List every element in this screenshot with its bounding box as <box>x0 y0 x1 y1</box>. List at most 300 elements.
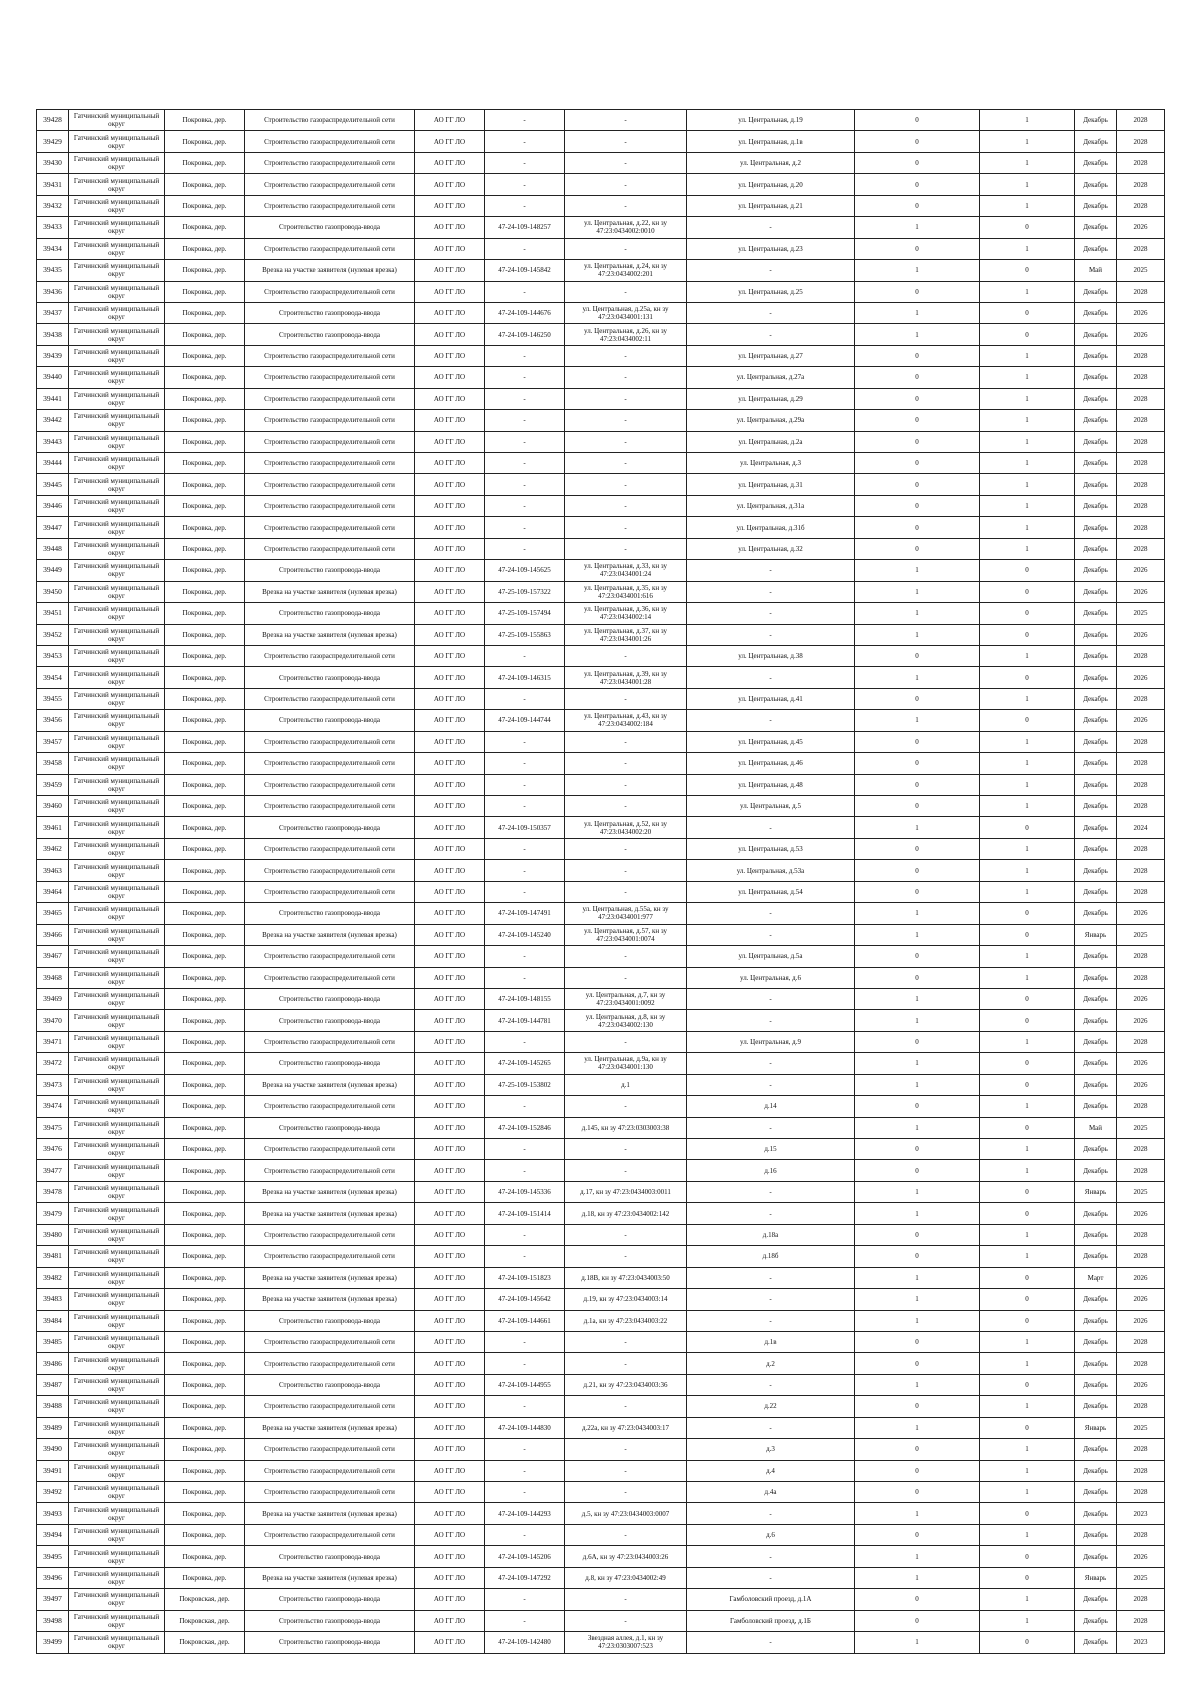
settlement-cell: Покровка, дер. <box>165 1010 245 1031</box>
row-number: 39475 <box>37 1117 69 1138</box>
quantity-planned-cell: 0 <box>980 1289 1075 1310</box>
quantity-connected-cell: 0 <box>855 1524 980 1545</box>
organization-cell: АО ГГ ЛО <box>415 1524 485 1545</box>
month-cell: Декабрь <box>1075 1224 1117 1245</box>
settlement-cell: Покровка, дер. <box>165 1031 245 1052</box>
organization-cell: АО ГГ ЛО <box>415 152 485 173</box>
settlement-cell: Покровка, дер. <box>165 1396 245 1417</box>
quantity-connected-cell: 1 <box>855 1117 980 1138</box>
work-type-cell: Строительство газораспределительной сети <box>245 195 415 216</box>
work-type-cell: Строительство газопровода-ввода <box>245 1010 415 1031</box>
month-cell: Декабрь <box>1075 645 1117 666</box>
month-cell: Январь <box>1075 1417 1117 1438</box>
contract-number-cell: - <box>485 1096 565 1117</box>
address-cell: - <box>687 260 855 281</box>
quantity-connected-cell: 1 <box>855 302 980 323</box>
work-type-cell: Строительство газопровода-ввода <box>245 1310 415 1331</box>
cadastral-plot-cell: - <box>565 538 687 559</box>
year-cell: 2028 <box>1117 538 1165 559</box>
organization-cell: АО ГГ ЛО <box>415 195 485 216</box>
year-cell: 2028 <box>1117 1460 1165 1481</box>
organization-cell: АО ГГ ЛО <box>415 517 485 538</box>
work-type-cell: Строительство газораспределительной сети <box>245 1439 415 1460</box>
year-cell: 2026 <box>1117 988 1165 1009</box>
work-type-cell: Строительство газораспределительной сети <box>245 645 415 666</box>
row-number: 39490 <box>37 1439 69 1460</box>
cadastral-plot-cell: ул. Центральная, д.52, кн зу 47:23:0434002:20 <box>565 817 687 838</box>
cadastral-plot-cell: - <box>565 281 687 302</box>
address-cell: ул. Центральная, д.1в <box>687 131 855 152</box>
settlement-cell: Покровка, дер. <box>165 731 245 752</box>
cadastral-plot-cell: - <box>565 1353 687 1374</box>
document-page <box>36 109 1164 1654</box>
table-row <box>37 796 1165 817</box>
contract-number-cell: 47-24-109-146315 <box>485 667 565 688</box>
work-type-cell: Строительство газораспределительной сети <box>245 1353 415 1374</box>
table-row <box>37 345 1165 366</box>
address-cell: - <box>687 903 855 924</box>
work-type-cell: Строительство газораспределительной сети <box>245 495 415 516</box>
year-cell: 2028 <box>1117 431 1165 452</box>
organization-cell: АО ГГ ЛО <box>415 110 485 131</box>
row-number: 39476 <box>37 1139 69 1160</box>
organization-cell: АО ГГ ЛО <box>415 817 485 838</box>
quantity-planned-cell: 0 <box>980 1053 1075 1074</box>
contract-number-cell: - <box>485 110 565 131</box>
month-cell: Декабрь <box>1075 1010 1117 1031</box>
row-number: 39442 <box>37 410 69 431</box>
organization-cell: АО ГГ ЛО <box>415 238 485 259</box>
month-cell: Декабрь <box>1075 1289 1117 1310</box>
organization-cell: АО ГГ ЛО <box>415 946 485 967</box>
month-cell: Декабрь <box>1075 453 1117 474</box>
district-cell: Гатчинский муниципальный округ <box>69 710 165 731</box>
contract-number-cell: 47-25-109-157494 <box>485 603 565 624</box>
quantity-connected-cell: 0 <box>855 860 980 881</box>
organization-cell: АО ГГ ЛО <box>415 1439 485 1460</box>
table-row <box>37 1482 1165 1503</box>
month-cell: Декабрь <box>1075 110 1117 131</box>
work-type-cell: Врезка на участке заявителя (нулевая врезка) <box>245 1203 415 1224</box>
contract-number-cell: - <box>485 1160 565 1181</box>
settlement-cell: Покровка, дер. <box>165 1289 245 1310</box>
cadastral-plot-cell: - <box>565 110 687 131</box>
address-cell: - <box>687 988 855 1009</box>
organization-cell: АО ГГ ЛО <box>415 1181 485 1202</box>
organization-cell: АО ГГ ЛО <box>415 1546 485 1567</box>
contract-number-cell: - <box>485 131 565 152</box>
year-cell: 2028 <box>1117 474 1165 495</box>
address-cell: - <box>687 924 855 945</box>
organization-cell: АО ГГ ЛО <box>415 1632 485 1653</box>
contract-number-cell: 47-24-109-148257 <box>485 217 565 238</box>
cadastral-plot-cell: д.21, кн зу 47:23:0434003:36 <box>565 1374 687 1395</box>
table-row <box>37 1031 1165 1052</box>
work-type-cell: Строительство газопровода-ввода <box>245 1546 415 1567</box>
row-number: 39446 <box>37 495 69 516</box>
quantity-planned-cell: 1 <box>980 238 1075 259</box>
contract-number-cell: 47-24-109-145206 <box>485 1546 565 1567</box>
work-type-cell: Врезка на участке заявителя (нулевая врезка) <box>245 581 415 602</box>
settlement-cell: Покровка, дер. <box>165 560 245 581</box>
row-number: 39463 <box>37 860 69 881</box>
table-row <box>37 1074 1165 1095</box>
quantity-planned-cell: 1 <box>980 731 1075 752</box>
address-cell: - <box>687 1567 855 1588</box>
month-cell: Май <box>1075 1117 1117 1138</box>
month-cell: Декабрь <box>1075 1503 1117 1524</box>
year-cell: 2026 <box>1117 581 1165 602</box>
address-cell: Гамболовский проезд, д.1Б <box>687 1610 855 1631</box>
work-type-cell: Строительство газораспределительной сети <box>245 110 415 131</box>
settlement-cell: Покровка, дер. <box>165 410 245 431</box>
row-number: 39470 <box>37 1010 69 1031</box>
contract-number-cell: - <box>485 1139 565 1160</box>
quantity-connected-cell: 0 <box>855 238 980 259</box>
table-row <box>37 1160 1165 1181</box>
row-number: 39457 <box>37 731 69 752</box>
month-cell: Декабрь <box>1075 195 1117 216</box>
quantity-connected-cell: 1 <box>855 1289 980 1310</box>
table-row <box>37 1396 1165 1417</box>
settlement-cell: Покровка, дер. <box>165 946 245 967</box>
settlement-cell: Покровка, дер. <box>165 388 245 409</box>
district-cell: Гатчинский муниципальный округ <box>69 1417 165 1438</box>
organization-cell: АО ГГ ЛО <box>415 260 485 281</box>
row-number: 39495 <box>37 1546 69 1567</box>
settlement-cell: Покровка, дер. <box>165 774 245 795</box>
district-cell: Гатчинский муниципальный округ <box>69 431 165 452</box>
table-row <box>37 1460 1165 1481</box>
table-row <box>37 281 1165 302</box>
settlement-cell: Покровка, дер. <box>165 474 245 495</box>
quantity-connected-cell: 1 <box>855 667 980 688</box>
row-number: 39482 <box>37 1267 69 1288</box>
month-cell: Декабрь <box>1075 817 1117 838</box>
quantity-planned-cell: 1 <box>980 517 1075 538</box>
work-type-cell: Строительство газораспределительной сети <box>245 796 415 817</box>
quantity-planned-cell: 1 <box>980 131 1075 152</box>
quantity-connected-cell: 0 <box>855 517 980 538</box>
quantity-planned-cell: 1 <box>980 1610 1075 1631</box>
organization-cell: АО ГГ ЛО <box>415 1010 485 1031</box>
cadastral-plot-cell: д.22а, кн зу 47:23:0434003:17 <box>565 1417 687 1438</box>
row-number: 39448 <box>37 538 69 559</box>
table-row <box>37 817 1165 838</box>
district-cell: Гатчинский муниципальный округ <box>69 517 165 538</box>
year-cell: 2028 <box>1117 1524 1165 1545</box>
year-cell: 2026 <box>1117 1203 1165 1224</box>
settlement-cell: Покровка, дер. <box>165 1074 245 1095</box>
month-cell: Декабрь <box>1075 838 1117 859</box>
cadastral-plot-cell: д.17, кн зу 47:23:0434003:0011 <box>565 1181 687 1202</box>
month-cell: Декабрь <box>1075 796 1117 817</box>
quantity-connected-cell: 1 <box>855 817 980 838</box>
address-cell: ул. Центральная, д.25 <box>687 281 855 302</box>
address-cell: д.22 <box>687 1396 855 1417</box>
organization-cell: АО ГГ ЛО <box>415 1310 485 1331</box>
cadastral-plot-cell: - <box>565 495 687 516</box>
address-cell: ул. Центральная, д.53а <box>687 860 855 881</box>
month-cell: Декабрь <box>1075 495 1117 516</box>
month-cell: Декабрь <box>1075 988 1117 1009</box>
district-cell: Гатчинский муниципальный округ <box>69 753 165 774</box>
contract-number-cell: 47-24-109-145336 <box>485 1181 565 1202</box>
address-cell: ул. Центральная, д.46 <box>687 753 855 774</box>
cadastral-plot-cell: д.8, кн зу 47:23:0434002:49 <box>565 1567 687 1588</box>
quantity-planned-cell: 0 <box>980 1632 1075 1653</box>
work-type-cell: Строительство газопровода-ввода <box>245 603 415 624</box>
year-cell: 2026 <box>1117 624 1165 645</box>
quantity-planned-cell: 0 <box>980 581 1075 602</box>
settlement-cell: Покровка, дер. <box>165 688 245 709</box>
year-cell: 2028 <box>1117 1589 1165 1610</box>
year-cell: 2026 <box>1117 903 1165 924</box>
district-cell: Гатчинский муниципальный округ <box>69 302 165 323</box>
row-number: 39473 <box>37 1074 69 1095</box>
quantity-connected-cell: 0 <box>855 495 980 516</box>
quantity-connected-cell: 1 <box>855 324 980 345</box>
district-cell: Гатчинский муниципальный округ <box>69 624 165 645</box>
organization-cell: АО ГГ ЛО <box>415 560 485 581</box>
contract-number-cell: - <box>485 367 565 388</box>
month-cell: Декабрь <box>1075 324 1117 345</box>
district-cell: Гатчинский муниципальный округ <box>69 731 165 752</box>
contract-number-cell: - <box>485 174 565 195</box>
row-number: 39486 <box>37 1353 69 1374</box>
quantity-connected-cell: 0 <box>855 753 980 774</box>
row-number: 39461 <box>37 817 69 838</box>
settlement-cell: Покровка, дер. <box>165 645 245 666</box>
contract-number-cell: - <box>485 731 565 752</box>
settlement-cell: Покровка, дер. <box>165 1139 245 1160</box>
cadastral-plot-cell: - <box>565 774 687 795</box>
table-row <box>37 988 1165 1009</box>
district-cell: Гатчинский муниципальный округ <box>69 1053 165 1074</box>
organization-cell: АО ГГ ЛО <box>415 431 485 452</box>
cadastral-plot-cell: - <box>565 860 687 881</box>
district-cell: Гатчинский муниципальный округ <box>69 903 165 924</box>
quantity-planned-cell: 1 <box>980 152 1075 173</box>
work-type-cell: Строительство газораспределительной сети <box>245 238 415 259</box>
quantity-connected-cell: 1 <box>855 1203 980 1224</box>
month-cell: Март <box>1075 1267 1117 1288</box>
address-cell: ул. Центральная, д.53 <box>687 838 855 859</box>
month-cell: Январь <box>1075 1181 1117 1202</box>
year-cell: 2028 <box>1117 838 1165 859</box>
cadastral-plot-cell: - <box>565 1031 687 1052</box>
month-cell: Декабрь <box>1075 1546 1117 1567</box>
quantity-connected-cell: 0 <box>855 838 980 859</box>
quantity-connected-cell: 1 <box>855 260 980 281</box>
table-row <box>37 1374 1165 1395</box>
table-row <box>37 1053 1165 1074</box>
month-cell: Декабрь <box>1075 710 1117 731</box>
month-cell: Декабрь <box>1075 302 1117 323</box>
year-cell: 2028 <box>1117 388 1165 409</box>
cadastral-plot-cell: ул. Центральная, д.39, кн зу 47:23:0434001:28 <box>565 667 687 688</box>
cadastral-plot-cell: - <box>565 195 687 216</box>
year-cell: 2028 <box>1117 1482 1165 1503</box>
quantity-connected-cell: 0 <box>855 967 980 988</box>
quantity-connected-cell: 0 <box>855 645 980 666</box>
table-row <box>37 1096 1165 1117</box>
settlement-cell: Покровка, дер. <box>165 1331 245 1352</box>
cadastral-plot-cell: - <box>565 796 687 817</box>
settlement-cell: Покровка, дер. <box>165 624 245 645</box>
organization-cell: АО ГГ ЛО <box>415 688 485 709</box>
work-type-cell: Врезка на участке заявителя (нулевая врезка) <box>245 1289 415 1310</box>
quantity-connected-cell: 0 <box>855 174 980 195</box>
address-cell: - <box>687 667 855 688</box>
quantity-planned-cell: 1 <box>980 688 1075 709</box>
district-cell: Гатчинский муниципальный округ <box>69 1439 165 1460</box>
organization-cell: АО ГГ ЛО <box>415 1460 485 1481</box>
contract-number-cell: 47-24-109-151823 <box>485 1267 565 1288</box>
quantity-connected-cell: 1 <box>855 903 980 924</box>
month-cell: Декабрь <box>1075 560 1117 581</box>
row-number: 39477 <box>37 1160 69 1181</box>
settlement-cell: Покровка, дер. <box>165 667 245 688</box>
district-cell: Гатчинский муниципальный округ <box>69 1503 165 1524</box>
settlement-cell: Покровка, дер. <box>165 1053 245 1074</box>
organization-cell: АО ГГ ЛО <box>415 345 485 366</box>
row-number: 39428 <box>37 110 69 131</box>
quantity-connected-cell: 1 <box>855 1053 980 1074</box>
work-type-cell: Строительство газораспределительной сети <box>245 1224 415 1245</box>
settlement-cell: Покровка, дер. <box>165 453 245 474</box>
district-cell: Гатчинский муниципальный округ <box>69 1031 165 1052</box>
contract-number-cell: - <box>485 967 565 988</box>
work-type-cell: Строительство газораспределительной сети <box>245 731 415 752</box>
table-row <box>37 217 1165 238</box>
cadastral-plot-cell: д.5, кн зу 47:23:0434003:0007 <box>565 1503 687 1524</box>
organization-cell: АО ГГ ЛО <box>415 1031 485 1052</box>
cadastral-plot-cell: Звездная аллея, д.1, кн зу 47:23:0303007:523 <box>565 1632 687 1653</box>
work-type-cell: Врезка на участке заявителя (нулевая врезка) <box>245 1074 415 1095</box>
address-cell: - <box>687 817 855 838</box>
month-cell: Декабрь <box>1075 603 1117 624</box>
contract-number-cell: - <box>485 538 565 559</box>
year-cell: 2028 <box>1117 967 1165 988</box>
contract-number-cell: 47-25-109-157322 <box>485 581 565 602</box>
month-cell: Декабрь <box>1075 281 1117 302</box>
address-cell: ул. Центральная, д.5а <box>687 946 855 967</box>
settlement-cell: Покровка, дер. <box>165 302 245 323</box>
address-cell: ул. Центральная, д.27 <box>687 345 855 366</box>
quantity-planned-cell: 1 <box>980 1139 1075 1160</box>
settlement-cell: Покровка, дер. <box>165 881 245 902</box>
row-number: 39445 <box>37 474 69 495</box>
quantity-connected-cell: 1 <box>855 1417 980 1438</box>
table-row <box>37 1503 1165 1524</box>
organization-cell: АО ГГ ЛО <box>415 667 485 688</box>
address-cell: - <box>687 560 855 581</box>
settlement-cell: Покровка, дер. <box>165 860 245 881</box>
quantity-connected-cell: 0 <box>855 1439 980 1460</box>
cadastral-plot-cell: ул. Центральная, д.22, кн зу 47:23:0434002:0010 <box>565 217 687 238</box>
address-cell: - <box>687 217 855 238</box>
quantity-planned-cell: 0 <box>980 817 1075 838</box>
organization-cell: АО ГГ ЛО <box>415 710 485 731</box>
month-cell: Декабрь <box>1075 1482 1117 1503</box>
settlement-cell: Покровка, дер. <box>165 238 245 259</box>
contract-number-cell: - <box>485 345 565 366</box>
quantity-connected-cell: 1 <box>855 1503 980 1524</box>
quantity-planned-cell: 1 <box>980 345 1075 366</box>
address-cell: - <box>687 1053 855 1074</box>
organization-cell: АО ГГ ЛО <box>415 1053 485 1074</box>
address-cell: - <box>687 710 855 731</box>
month-cell: Декабрь <box>1075 1632 1117 1653</box>
contract-number-cell: - <box>485 1031 565 1052</box>
row-number: 39459 <box>37 774 69 795</box>
organization-cell: АО ГГ ЛО <box>415 753 485 774</box>
address-cell: д.4а <box>687 1482 855 1503</box>
year-cell: 2028 <box>1117 1439 1165 1460</box>
row-number: 39494 <box>37 1524 69 1545</box>
row-number: 39478 <box>37 1181 69 1202</box>
settlement-cell: Покровка, дер. <box>165 260 245 281</box>
table-row <box>37 367 1165 388</box>
address-cell: ул. Центральная, д.19 <box>687 110 855 131</box>
month-cell: Декабрь <box>1075 1589 1117 1610</box>
cadastral-plot-cell: - <box>565 753 687 774</box>
table-row <box>37 1546 1165 1567</box>
district-cell: Гатчинский муниципальный округ <box>69 1289 165 1310</box>
row-number: 39466 <box>37 924 69 945</box>
district-cell: Гатчинский муниципальный округ <box>69 345 165 366</box>
district-cell: Гатчинский муниципальный округ <box>69 131 165 152</box>
organization-cell: АО ГГ ЛО <box>415 495 485 516</box>
quantity-planned-cell: 1 <box>980 774 1075 795</box>
quantity-connected-cell: 0 <box>855 281 980 302</box>
cadastral-plot-cell: - <box>565 881 687 902</box>
organization-cell: АО ГГ ЛО <box>415 453 485 474</box>
settlement-cell: Покровка, дер. <box>165 1567 245 1588</box>
row-number: 39456 <box>37 710 69 731</box>
month-cell: Декабрь <box>1075 581 1117 602</box>
quantity-planned-cell: 1 <box>980 1160 1075 1181</box>
quantity-planned-cell: 1 <box>980 474 1075 495</box>
settlement-cell: Покровка, дер. <box>165 1546 245 1567</box>
month-cell: Декабрь <box>1075 174 1117 195</box>
quantity-planned-cell: 1 <box>980 1096 1075 1117</box>
quantity-connected-cell: 1 <box>855 1267 980 1288</box>
district-cell: Гатчинский муниципальный округ <box>69 174 165 195</box>
year-cell: 2028 <box>1117 1246 1165 1267</box>
cadastral-plot-cell: - <box>565 1096 687 1117</box>
work-type-cell: Строительство газопровода-ввода <box>245 324 415 345</box>
year-cell: 2026 <box>1117 1374 1165 1395</box>
year-cell: 2025 <box>1117 1117 1165 1138</box>
quantity-connected-cell: 0 <box>855 1031 980 1052</box>
work-type-cell: Врезка на участке заявителя (нулевая врезка) <box>245 1181 415 1202</box>
district-cell: Гатчинский муниципальный округ <box>69 1331 165 1352</box>
settlement-cell: Покровка, дер. <box>165 131 245 152</box>
row-number: 39468 <box>37 967 69 988</box>
address-cell: ул. Центральная, д.54 <box>687 881 855 902</box>
organization-cell: АО ГГ ЛО <box>415 1503 485 1524</box>
quantity-connected-cell: 0 <box>855 1610 980 1631</box>
contract-number-cell: - <box>485 410 565 431</box>
quantity-connected-cell: 0 <box>855 431 980 452</box>
district-cell: Гатчинский муниципальный округ <box>69 774 165 795</box>
contract-number-cell: 47-24-109-144955 <box>485 1374 565 1395</box>
address-cell: д.6 <box>687 1524 855 1545</box>
table-row <box>37 110 1165 131</box>
year-cell: 2028 <box>1117 453 1165 474</box>
